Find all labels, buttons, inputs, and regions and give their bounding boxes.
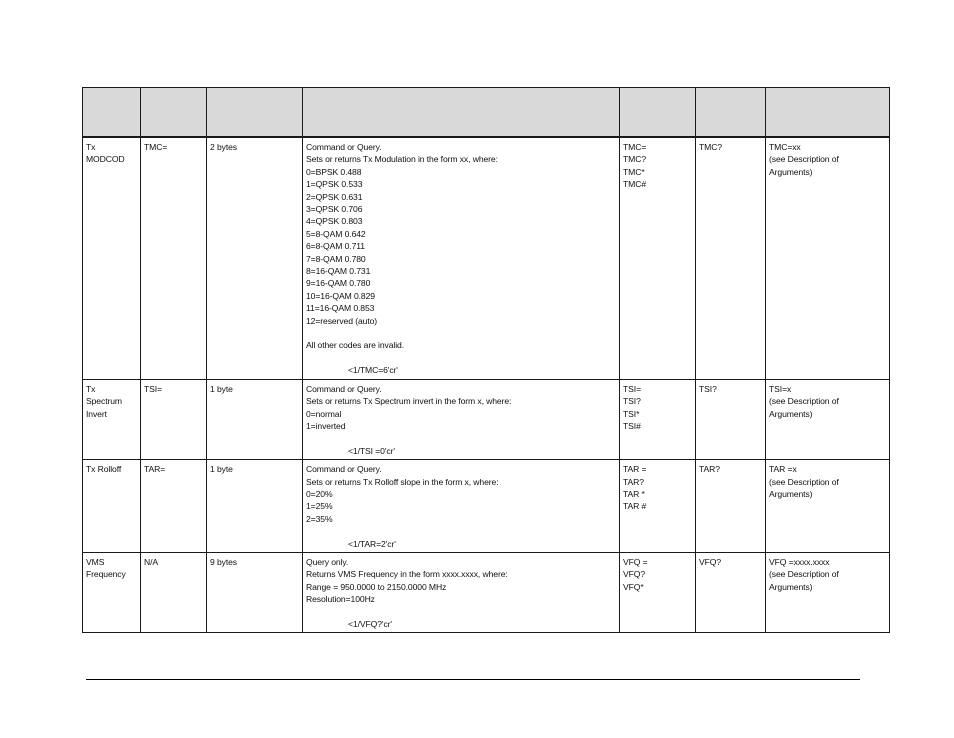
description-line: 10=16-QAM 0.829 — [306, 290, 375, 301]
header-command — [141, 88, 207, 138]
query-response-line: Arguments) — [769, 581, 813, 592]
header-parameter-type — [83, 88, 141, 138]
description-cell — [303, 137, 620, 379]
responses-cell — [620, 552, 696, 632]
query-cell: TSI? — [696, 379, 766, 459]
query-response-line: Arguments) — [769, 166, 813, 177]
parameter-line: Spectrum — [86, 396, 122, 407]
responses-cell — [620, 460, 696, 553]
description-line: 3=QPSK 0.706 — [306, 204, 363, 215]
parameter-line: Tx — [86, 383, 96, 394]
command-cell: N/A — [141, 552, 207, 632]
parameter-cell — [83, 379, 141, 459]
query-response-line: (see Description of — [769, 396, 839, 407]
description-line: 4=QPSK 0.803 — [306, 216, 363, 227]
query-cell: VFQ? — [696, 552, 766, 632]
description-line: 5=8-QAM 0.642 — [306, 228, 366, 239]
query-response-cell — [766, 460, 890, 553]
command-table — [82, 87, 890, 633]
query-response-line: TSI=x — [769, 383, 792, 394]
query-response-line: TAR =x — [769, 464, 797, 475]
description-line: 1=QPSK 0.533 — [306, 179, 363, 190]
example-command: <1/TSI =0'cr' — [348, 445, 395, 456]
command-cell: TMC= — [141, 137, 207, 379]
parameter-line: Tx Rolloff — [86, 464, 122, 475]
response-line: VFQ = — [623, 556, 648, 567]
description-cell — [303, 552, 620, 632]
description-line: 1=inverted — [306, 420, 346, 431]
response-line: TAR # — [623, 501, 647, 512]
response-line: TSI# — [623, 420, 641, 431]
parameter-line: Invert — [86, 408, 107, 419]
description-line: Range = 950.0000 to 2150.0000 MHz — [306, 581, 447, 592]
response-line: VFQ* — [623, 581, 644, 592]
description-line: Command or Query. — [306, 142, 382, 152]
table-row — [83, 552, 890, 632]
description-line — [306, 525, 616, 537]
query-response-cell — [766, 137, 890, 379]
example-command: <1/VFQ?'cr' — [348, 618, 392, 629]
description-cell — [303, 379, 620, 459]
description-line: Command or Query. — [306, 383, 382, 394]
description-line — [306, 606, 616, 618]
query-response-cell — [766, 552, 890, 632]
parameter-cell — [83, 137, 141, 379]
query-cell: TMC? — [696, 137, 766, 379]
response-line: TAR * — [623, 488, 645, 499]
query-response-line: (see Description of — [769, 569, 839, 580]
description-line: 2=QPSK 0.631 — [306, 191, 363, 202]
parameter-line: Frequency — [86, 569, 126, 580]
query-response-line: (see Description of — [769, 154, 839, 165]
arguments-cell: 9 bytes — [207, 552, 303, 632]
query-response-line: TMC=xx — [769, 142, 801, 152]
response-line: TMC? — [623, 154, 646, 165]
response-line: TSI? — [623, 396, 641, 407]
description-line: All other codes are invalid. — [306, 340, 404, 351]
header-query — [696, 88, 766, 138]
response-line: TMC* — [623, 166, 645, 177]
description-line: Sets or returns Tx Modulation in the form xx, where: — [306, 154, 498, 165]
query-response-line: VFQ =xxxx.xxxx — [769, 556, 830, 567]
parameter-cell — [83, 460, 141, 553]
header-description — [303, 88, 620, 138]
query-cell: TAR? — [696, 460, 766, 553]
response-line: TMC= — [623, 142, 647, 152]
description-line: 1=25% — [306, 501, 333, 512]
arguments-cell: 2 bytes — [207, 137, 303, 379]
description-line: Sets or returns Tx Rolloff slope in the form x, where: — [306, 476, 499, 487]
query-response-line: Arguments) — [769, 488, 813, 499]
example-command: <1/TMC=6'cr' — [348, 365, 398, 376]
description-line: 6=8-QAM 0.711 — [306, 241, 365, 252]
header-arguments — [207, 88, 303, 138]
responses-cell — [620, 379, 696, 459]
description-line: 12=reserved (auto) — [306, 315, 378, 326]
description-line — [306, 352, 616, 364]
description-line — [306, 327, 616, 339]
arguments-cell: 1 byte — [207, 379, 303, 459]
response-line: TAR? — [623, 476, 644, 487]
description-line: 8=16-QAM 0.731 — [306, 266, 371, 277]
parameter-cell — [83, 552, 141, 632]
description-line: Query only. — [306, 556, 349, 567]
response-line: TSI* — [623, 408, 640, 419]
description-line: Returns VMS Frequency in the form xxxx.xxxx, where: — [306, 569, 508, 580]
arguments-cell: 1 byte — [207, 460, 303, 553]
response-line: TSI= — [623, 383, 641, 394]
parameter-line: MODCOD — [86, 154, 125, 165]
header-query-response — [766, 88, 890, 138]
description-line: 0=BPSK 0.488 — [306, 166, 362, 177]
response-line: VFQ? — [623, 569, 646, 580]
parameter-line: Tx — [86, 142, 96, 152]
footer-divider — [86, 679, 860, 680]
table-row — [83, 137, 890, 379]
query-response-line: (see Description of — [769, 476, 839, 487]
response-line: TAR = — [623, 464, 647, 475]
description-cell — [303, 460, 620, 553]
description-line: 11=16-QAM 0.853 — [306, 303, 375, 314]
table-row — [83, 460, 890, 553]
description-line: Command or Query. — [306, 464, 382, 475]
description-line: Resolution=100Hz — [306, 594, 375, 605]
parameter-line: VMS — [86, 556, 105, 567]
responses-cell — [620, 137, 696, 379]
command-cell: TSI= — [141, 379, 207, 459]
query-response-cell — [766, 379, 890, 459]
description-line: 9=16-QAM 0.780 — [306, 278, 371, 289]
command-cell: TAR= — [141, 460, 207, 553]
table-header-row — [83, 88, 890, 138]
description-line: Sets or returns Tx Spectrum invert in the form x, where: — [306, 396, 512, 407]
example-command: <1/TAR=2'cr' — [348, 538, 396, 549]
description-line: 0=20% — [306, 488, 333, 499]
query-response-line: Arguments) — [769, 408, 813, 419]
table-row — [83, 379, 890, 459]
description-line: 7=8-QAM 0.780 — [306, 253, 366, 264]
header-responses — [620, 88, 696, 138]
description-line: 0=normal — [306, 408, 342, 419]
description-line: 2=35% — [306, 513, 333, 524]
response-line: TMC# — [623, 179, 646, 190]
description-line — [306, 432, 616, 444]
